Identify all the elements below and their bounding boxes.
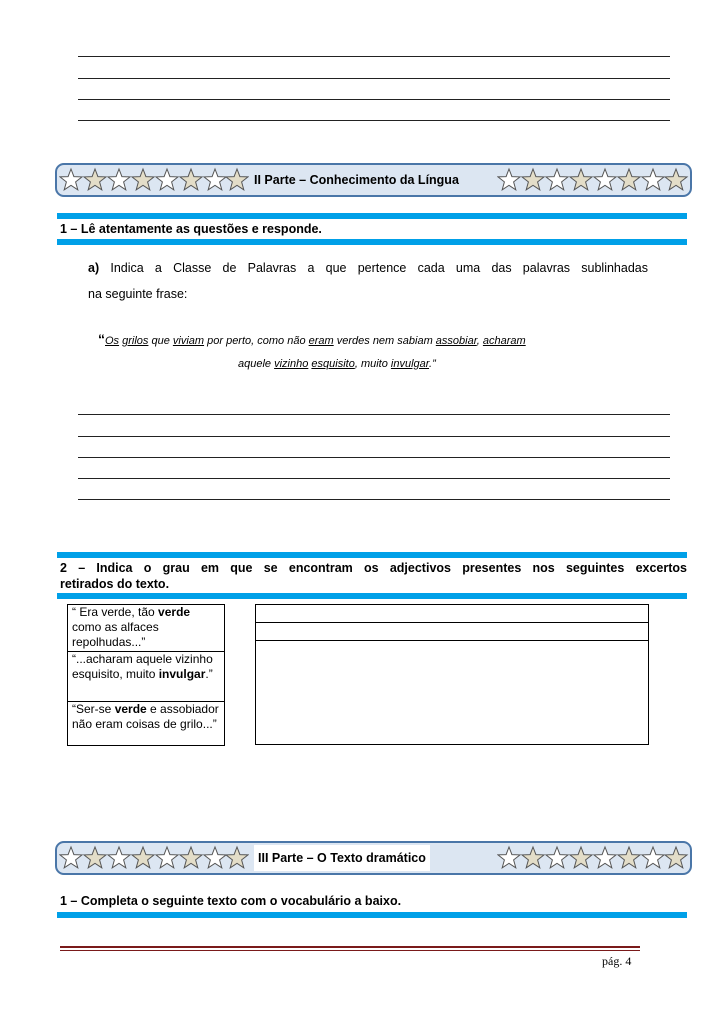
star-icon [498,169,520,190]
part3-question-1-heading: 1 – Completa o seguinte texto com o vocabulário a baixo. [60,894,402,908]
answer-line [78,436,670,437]
answer-line [78,478,670,479]
answer-line [78,99,670,100]
star-icon [665,847,687,868]
quoted-sentence: “Os grilos que viviam por perto, como não eram verdes nem sabiam assobiar, acharam [98,331,526,347]
star-icon [226,169,248,190]
excerpt-cell: “ Era verde, tão verde como as alfaces repolhudas...” [68,605,224,652]
question-bar-1 [57,213,687,245]
footer-rule [60,946,640,948]
star-icon [84,847,106,868]
star-row-left [59,167,249,193]
page-number: pág. 4 [602,954,632,968]
underlined-word: vizinho [274,358,309,370]
answer-line [78,56,670,57]
section-banner-part3 [55,841,692,875]
part3-title: III Parte – O Texto dramático [254,845,430,871]
star-icon [204,169,226,190]
excerpt-cell: “Ser-se verde e assobiador não eram coisas de grilo...” [72,702,219,731]
star-row-left [59,845,249,871]
answer-line [78,78,670,79]
question-bar-3 [57,893,687,918]
star-icon [618,169,640,190]
star-icon [156,847,178,868]
question-1-heading: 1 – Lê atentamente as questões e responde. [60,222,322,236]
star-icon [204,847,226,868]
star-icon [642,847,664,868]
star-icon [498,847,520,868]
star-icon [665,169,687,190]
underlined-word: acharam [482,335,526,347]
answer-line [78,414,670,415]
part2-title: II Parte – Conhecimento da Língua [254,173,459,187]
underlined-word: invulgar [390,358,430,370]
star-icon [618,847,640,868]
question-1a-text: Indica a Classe de Palavras a que pertence cada uma das palavras sublinhadas [99,261,648,275]
answer-table[interactable] [255,604,649,745]
underlined-word: viviam [172,335,205,347]
item-label: a) [88,261,100,275]
star-icon [546,847,568,868]
star-icon [132,169,154,190]
quoted-sentence-line2: aquele vizinho esquisito, muito invulgar.” [238,358,436,370]
answer-row[interactable] [256,623,648,641]
star-icon [180,847,202,868]
question-bar-2 [57,552,687,599]
star-icon [594,847,616,868]
star-icon [570,169,592,190]
star-row-right [497,845,689,871]
section-banner-part2 [55,163,692,197]
answer-line [78,499,670,500]
excerpt-table [67,604,225,746]
star-icon [226,847,248,868]
star-icon [594,169,616,190]
question-1a [88,255,648,307]
star-icon [132,847,154,868]
underlined-word: esquisito [311,358,355,370]
star-icon [108,847,130,868]
underlined-word: assobiar [435,335,477,347]
star-icon [522,847,544,868]
star-icon [180,169,202,190]
star-icon [60,847,82,868]
footer-rule [60,950,640,951]
excerpt-cell: “...acharam aquele vizinho esquisito, muito invulgar.” [68,652,224,702]
star-icon [570,847,592,868]
star-row-right [497,167,689,193]
answer-line [78,457,670,458]
answer-line [78,120,670,121]
underlined-word: grilos [122,335,149,347]
star-icon [108,169,130,190]
question-2-heading: 2 – Indica o grau em que se encontram os adjectivos presentes nos seguintes excertos retirados do texto. [60,561,687,591]
underlined-word: Os [105,335,120,347]
star-icon [84,169,106,190]
question-1a-text2: na seguinte frase: [88,287,188,301]
star-icon [546,169,568,190]
star-icon [642,169,664,190]
star-icon [522,169,544,190]
underlined-word: eram [308,335,334,347]
star-icon [156,169,178,190]
star-icon [60,169,82,190]
answer-row[interactable] [256,605,648,623]
